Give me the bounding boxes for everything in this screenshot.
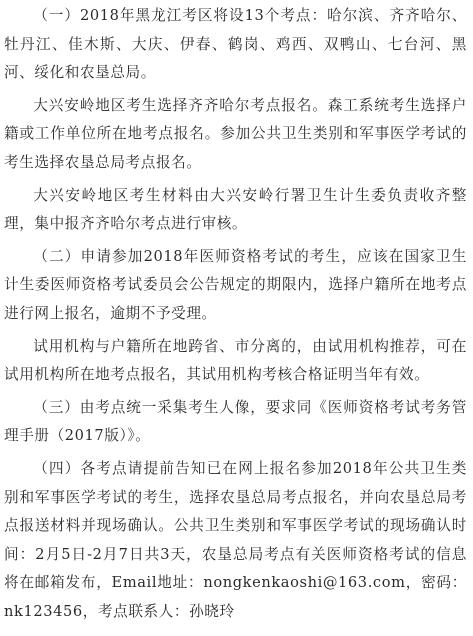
paragraph-photo-collection: （三）由考点统一采集考生人像，要求同《医师资格考试考务管理手册（2017版）》。 <box>4 398 467 445</box>
paragraph-daxinganling-registration: 大兴安岭地区考生选择齐齐哈尔考点报名。森工系统考生选择户籍或工作单位所在地考点报名。参加公共卫生类别和军事医学考试的考生选择农垦总局考点报名。 <box>4 96 467 171</box>
paragraph-exam-sites: （一）2018年黑龙江考区将设13个考点：哈尔滨、齐齐哈尔、牡丹江、佳木斯、大庆、伊春、鹤岗、鸡西、双鸭山、七台河、黑河、绥化和农垦总局。 <box>4 7 467 82</box>
paragraph-daxinganling-materials: 大兴安岭地区考生材料由大兴安岭行署卫生计生委负责收齐整理，集中报齐齐哈尔考点进行审核。 <box>4 186 467 233</box>
paragraph-public-health-military: （四）各考点请提前告知已在网上报名参加2018年公共卫生类别和军事医学考试的考生，选择农垦总局考点报名，并向农垦总局考点报送材料并现场确认。公共卫生类别和军事医学考试的现场确认时间：2月5日-2月7日共3天，农垦总局考点有关医师资格考试的信息将在邮箱发布，Email地址：nongkenkaoshi@163.com，密码：nk123456，考点联系人：孙晓玲 <box>4 459 467 620</box>
paragraph-online-registration: （二）申请参加2018年医师资格考试的考生，应该在国家卫生计生委医师资格考试委员会公告规定的期限内，选择户籍所在地考点进行网上报名，逾期不予受理。 <box>4 247 467 322</box>
paragraph-trial-institution: 试用机构与户籍所在地跨省、市分离的，由试用机构推荐，可在试用机构所在地考点报名，其试用机构考核合格证明当年有效。 <box>4 337 467 384</box>
